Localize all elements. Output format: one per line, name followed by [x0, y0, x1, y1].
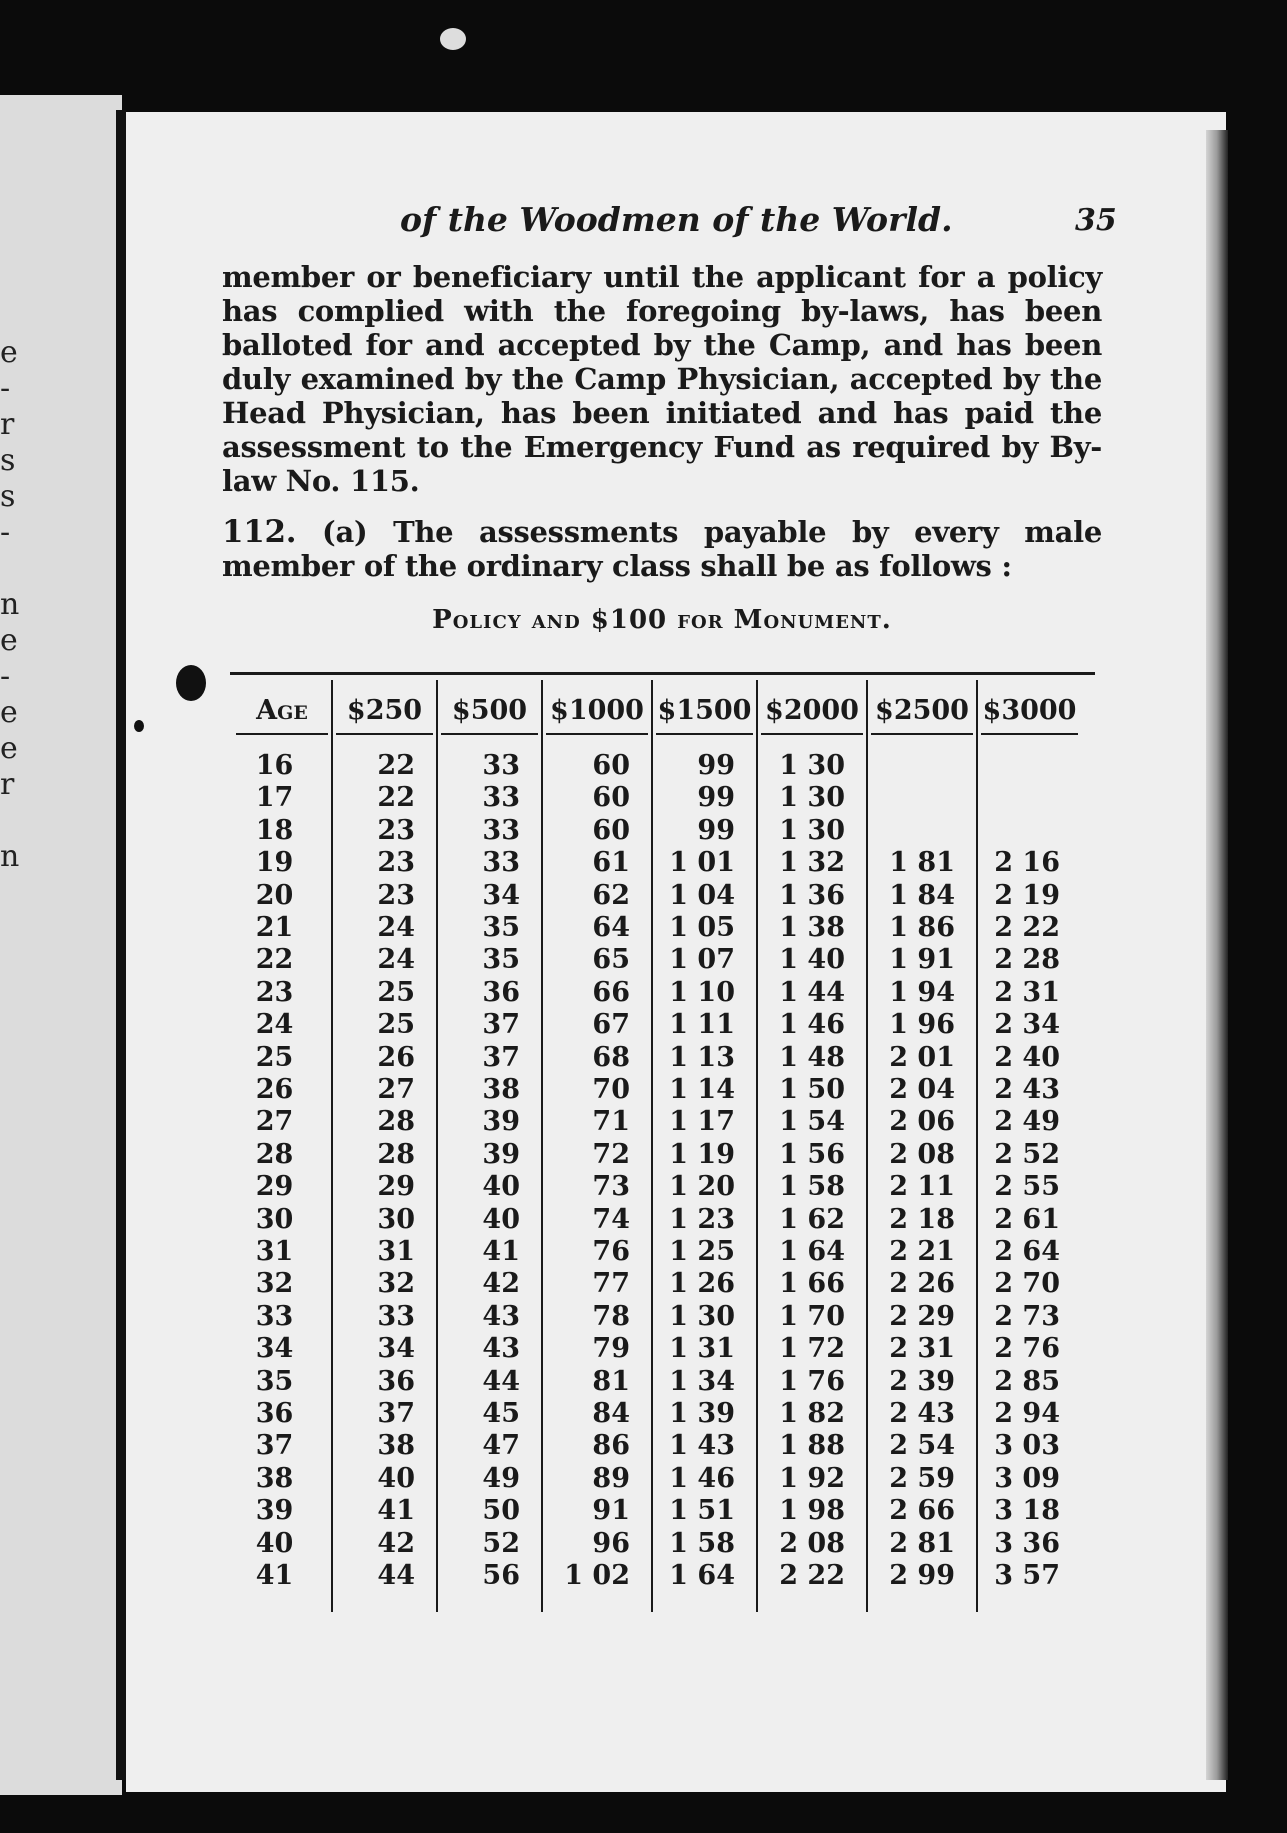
table-row — [232, 1042, 1082, 1074]
cell-age: 36 — [255, 1398, 294, 1429]
cell-rate-250: 24 — [377, 912, 415, 943]
cell-rate-2500: 1 86 — [889, 912, 955, 943]
cell-rate-1000: 60 — [592, 814, 630, 846]
table-row — [232, 1528, 1082, 1560]
header-underline — [336, 733, 433, 735]
cell-rate-1500: 1 14 — [669, 1074, 735, 1105]
cell-rate-1000: 71 — [592, 1106, 630, 1138]
cell-rate-2000: 1 30 — [779, 814, 845, 846]
cell-rate-2500: 2 01 — [889, 1041, 955, 1073]
table-row — [232, 977, 1082, 1009]
cell-rate-500: 39 — [482, 1138, 520, 1170]
cell-rate-3000: 2 19 — [994, 879, 1060, 911]
cell-rate-500: 38 — [482, 1074, 520, 1105]
cell-rate-250: 37 — [377, 1398, 415, 1429]
cell-age: 40 — [255, 1527, 294, 1559]
cell-age: 41 — [255, 1560, 294, 1591]
cell-rate-1000: 76 — [592, 1236, 630, 1267]
cell-rate-1500: 1 30 — [669, 1300, 735, 1332]
cell-rate-3000: 2 22 — [994, 912, 1060, 943]
cell-rate-250: 32 — [377, 1268, 415, 1300]
cell-rate-500: 35 — [482, 944, 520, 976]
cell-rate-500: 52 — [482, 1527, 520, 1559]
cell-rate-2000: 1 72 — [779, 1333, 845, 1365]
table-row — [232, 1204, 1082, 1236]
cell-rate-1000: 72 — [592, 1138, 630, 1170]
cell-rate-500: 43 — [482, 1300, 520, 1332]
margin-char: e — [0, 335, 18, 370]
cell-rate-2000: 1 36 — [779, 879, 845, 911]
header-underline — [546, 733, 648, 735]
cell-rate-3000: 2 34 — [994, 1009, 1060, 1041]
cell-rate-3000: 2 40 — [994, 1041, 1060, 1073]
cell-rate-1000: 81 — [592, 1365, 630, 1397]
cell-rate-2500: 2 26 — [889, 1268, 955, 1300]
cell-age: 33 — [255, 1300, 294, 1332]
cell-rate-3000: 2 52 — [994, 1138, 1060, 1170]
cell-rate-500: 34 — [482, 879, 520, 911]
cell-rate-1500: 1 19 — [669, 1138, 735, 1170]
page-edge-shadow — [1206, 130, 1228, 1780]
cell-rate-2500: 2 54 — [889, 1430, 955, 1462]
cell-rate-1500: 1 46 — [669, 1462, 735, 1494]
cell-rate-250: 33 — [377, 1300, 415, 1332]
column-header-age: Age — [256, 694, 308, 726]
cell-rate-1000: 77 — [592, 1268, 630, 1300]
cell-rate-250: 23 — [377, 879, 415, 911]
margin-char: r — [0, 767, 15, 802]
table-row — [232, 944, 1082, 976]
table-row — [232, 1333, 1082, 1365]
table-row — [232, 750, 1082, 782]
left-page-margin-text — [0, 335, 30, 875]
bylaw-112-paragraph — [222, 515, 1102, 583]
table-row — [232, 782, 1082, 814]
margin-char: e — [0, 623, 18, 658]
column-header-rate-1000: $1000 — [550, 694, 644, 726]
cell-rate-250: 31 — [377, 1236, 415, 1267]
cell-rate-1000: 91 — [592, 1495, 630, 1527]
cell-rate-3000: 2 94 — [994, 1398, 1060, 1429]
cell-rate-1000: 64 — [592, 912, 630, 943]
cell-age: 28 — [255, 1138, 294, 1170]
table-row — [232, 847, 1082, 879]
cell-rate-2500: 2 08 — [889, 1138, 955, 1170]
cell-age: 18 — [255, 814, 294, 846]
cell-rate-1500: 1 13 — [669, 1041, 735, 1073]
ink-blot-top — [440, 28, 466, 50]
cell-rate-500: 36 — [482, 976, 520, 1008]
margin-char: - — [0, 371, 11, 406]
cell-rate-500: 40 — [482, 1171, 520, 1203]
table-row — [232, 1366, 1082, 1398]
cell-rate-2500: 2 43 — [889, 1398, 955, 1429]
cell-rate-500: 33 — [482, 814, 520, 846]
table-row — [232, 1106, 1082, 1138]
cell-rate-500: 50 — [482, 1495, 520, 1527]
cell-rate-250: 41 — [377, 1495, 415, 1527]
cell-rate-500: 41 — [482, 1236, 520, 1267]
bylaw-text: (a) The assessments payable by every male member of the ordinary class shall be as follows : — [222, 515, 1103, 583]
cell-age: 27 — [255, 1106, 294, 1138]
cell-rate-1000: 65 — [592, 944, 630, 976]
cell-rate-1000: 68 — [592, 1041, 630, 1073]
cell-rate-2000: 1 32 — [779, 847, 845, 879]
cell-rate-1500: 1 25 — [669, 1236, 735, 1267]
table-row — [232, 1074, 1082, 1106]
cell-age: 21 — [255, 912, 294, 943]
cell-rate-250: 36 — [377, 1365, 415, 1397]
cell-rate-3000: 3 18 — [994, 1495, 1060, 1527]
cell-age: 32 — [255, 1268, 294, 1300]
table-row — [232, 1430, 1082, 1462]
cell-rate-250: 25 — [377, 976, 415, 1008]
cell-rate-250: 42 — [377, 1527, 415, 1559]
cell-rate-2000: 1 66 — [779, 1268, 845, 1300]
cell-rate-2000: 1 88 — [779, 1430, 845, 1462]
ink-blot-margin — [176, 665, 206, 701]
cell-rate-1500: 1 39 — [669, 1398, 735, 1429]
cell-rate-2000: 1 30 — [779, 782, 845, 814]
cell-rate-2000: 1 40 — [779, 944, 845, 976]
cell-rate-2500: 2 21 — [889, 1236, 955, 1267]
cell-rate-1500: 1 01 — [669, 847, 735, 879]
cell-age: 29 — [255, 1171, 294, 1203]
cell-rate-2000: 1 30 — [779, 750, 845, 781]
cell-rate-2000: 1 54 — [779, 1106, 845, 1138]
cell-rate-2000: 1 64 — [779, 1236, 845, 1267]
cell-rate-2500: 2 29 — [889, 1300, 955, 1332]
cell-rate-2500: 2 66 — [889, 1495, 955, 1527]
cell-rate-1500: 1 26 — [669, 1268, 735, 1300]
cell-rate-3000: 3 09 — [994, 1462, 1060, 1494]
cell-rate-1500: 1 64 — [669, 1560, 735, 1591]
table-row — [232, 1139, 1082, 1171]
cell-rate-500: 44 — [482, 1365, 520, 1397]
cell-rate-3000: 2 28 — [994, 944, 1060, 976]
cell-rate-1000: 73 — [592, 1171, 630, 1203]
cell-rate-3000: 2 49 — [994, 1106, 1060, 1138]
cell-rate-2000: 1 46 — [779, 1009, 845, 1041]
cell-rate-3000: 2 61 — [994, 1203, 1060, 1235]
cell-rate-500: 37 — [482, 1041, 520, 1073]
cell-age: 16 — [255, 750, 294, 781]
cell-rate-1500: 1 43 — [669, 1430, 735, 1462]
cell-rate-2500: 1 94 — [889, 976, 955, 1008]
cell-rate-2500: 2 11 — [889, 1171, 955, 1203]
cell-rate-1500: 1 11 — [669, 1009, 735, 1041]
cell-rate-2000: 1 98 — [779, 1495, 845, 1527]
cell-rate-1500: 99 — [697, 750, 735, 781]
cell-age: 39 — [255, 1495, 294, 1527]
cell-rate-3000: 2 43 — [994, 1074, 1060, 1105]
margin-char: e — [0, 731, 18, 766]
table-top-rule — [230, 672, 1095, 675]
cell-age: 25 — [255, 1041, 294, 1073]
cell-rate-3000: 2 76 — [994, 1333, 1060, 1365]
cell-rate-1500: 99 — [697, 814, 735, 846]
table-row — [232, 912, 1082, 944]
cell-rate-1000: 60 — [592, 782, 630, 814]
cell-rate-2000: 1 58 — [779, 1171, 845, 1203]
header-underline — [656, 733, 753, 735]
cell-rate-250: 40 — [377, 1462, 415, 1494]
cell-rate-2500: 2 99 — [889, 1560, 955, 1591]
cell-rate-2000: 1 62 — [779, 1203, 845, 1235]
margin-char: s — [0, 443, 16, 478]
cell-rate-1500: 1 31 — [669, 1333, 735, 1365]
cell-rate-1500: 1 23 — [669, 1203, 735, 1235]
cell-rate-1000: 86 — [592, 1430, 630, 1462]
cell-rate-1000: 61 — [592, 847, 630, 879]
cell-rate-2500: 2 31 — [889, 1333, 955, 1365]
cell-rate-2500: 2 39 — [889, 1365, 955, 1397]
cell-rate-250: 22 — [377, 750, 415, 781]
cell-rate-3000: 3 57 — [994, 1560, 1060, 1591]
header-underline — [981, 733, 1078, 735]
cell-rate-500: 43 — [482, 1333, 520, 1365]
cell-rate-1500: 1 17 — [669, 1106, 735, 1138]
cell-rate-500: 37 — [482, 1009, 520, 1041]
cell-rate-250: 24 — [377, 944, 415, 976]
cell-rate-2500: 2 81 — [889, 1527, 955, 1559]
cell-rate-1500: 1 51 — [669, 1495, 735, 1527]
cell-rate-2500: 1 81 — [889, 847, 955, 879]
table-row — [232, 1236, 1082, 1268]
page-number: 35 — [1075, 203, 1117, 238]
table-caption: Policy and $100 for Monument. — [432, 605, 892, 635]
column-header-rate-1500: $1500 — [657, 694, 752, 726]
cell-rate-1000: 62 — [592, 879, 630, 911]
column-header-rate-3000: $3000 — [982, 694, 1077, 726]
header-underline — [236, 733, 328, 735]
cell-rate-250: 23 — [377, 847, 415, 879]
cell-rate-250: 29 — [377, 1171, 415, 1203]
cell-rate-250: 26 — [377, 1041, 415, 1073]
cell-age: 19 — [255, 847, 294, 879]
cell-rate-2500: 2 06 — [889, 1106, 955, 1138]
cell-age: 26 — [255, 1074, 294, 1105]
cell-rate-500: 47 — [482, 1430, 520, 1462]
table-row — [232, 880, 1082, 912]
cell-rate-1000: 89 — [592, 1462, 630, 1494]
cell-rate-3000: 2 85 — [994, 1365, 1060, 1397]
margin-char — [0, 551, 30, 587]
margin-char — [0, 803, 30, 839]
cell-rate-250: 30 — [377, 1203, 415, 1235]
margin-char: e — [0, 695, 18, 730]
cell-rate-1500: 1 20 — [669, 1171, 735, 1203]
cell-rate-1500: 1 10 — [669, 976, 735, 1008]
cell-age: 24 — [255, 1009, 294, 1041]
cell-rate-500: 56 — [482, 1560, 520, 1591]
cell-rate-2000: 1 76 — [779, 1365, 845, 1397]
table-row — [232, 1398, 1082, 1430]
cell-rate-1000: 78 — [592, 1300, 630, 1332]
table-row — [232, 1463, 1082, 1495]
cell-rate-500: 40 — [482, 1203, 520, 1235]
cell-age: 22 — [255, 944, 294, 976]
cell-age: 37 — [255, 1430, 294, 1462]
cell-rate-1500: 99 — [697, 782, 735, 814]
cell-rate-1000: 74 — [592, 1203, 630, 1235]
cell-rate-1500: 1 07 — [669, 944, 735, 976]
cell-age: 30 — [255, 1203, 294, 1235]
ink-dot-margin — [134, 720, 144, 732]
cell-rate-250: 22 — [377, 782, 415, 814]
column-header-rate-500: $500 — [451, 694, 528, 726]
cell-rate-500: 33 — [482, 782, 520, 814]
cell-rate-500: 49 — [482, 1462, 520, 1494]
cell-rate-1500: 1 34 — [669, 1365, 735, 1397]
header-underline — [761, 733, 863, 735]
table-row — [232, 1268, 1082, 1300]
header-underline — [441, 733, 538, 735]
cell-rate-2000: 2 08 — [779, 1527, 845, 1559]
cell-rate-3000: 2 16 — [994, 847, 1060, 879]
cell-rate-2500: 2 18 — [889, 1203, 955, 1235]
cell-rate-2000: 1 48 — [779, 1041, 845, 1073]
cell-rate-2500: 1 91 — [889, 944, 955, 976]
cell-rate-1000: 79 — [592, 1333, 630, 1365]
column-header-rate-250: $250 — [346, 694, 423, 726]
cell-rate-3000: 2 70 — [994, 1268, 1060, 1300]
running-title: of the Woodmen of the World. — [400, 200, 953, 239]
cell-rate-3000: 2 31 — [994, 976, 1060, 1008]
left-facing-page — [0, 95, 122, 1795]
cell-rate-3000: 2 64 — [994, 1236, 1060, 1267]
cell-rate-500: 33 — [482, 847, 520, 879]
cell-rate-1000: 70 — [592, 1074, 630, 1105]
paragraph-continuation: member or beneficiary until the applicant for a policy has complied with the foregoing by-laws, has been balloted for and accepted by the Camp, and has been duly examined by the Camp Physician, accepted by the Head Physician, has been initiated and has paid the assessment to the Emergency Fund as required by By-law No. 115. — [222, 260, 1102, 498]
table-row — [232, 1301, 1082, 1333]
bylaw-number: 112. — [222, 514, 297, 550]
cell-rate-250: 28 — [377, 1106, 415, 1138]
margin-char: n — [0, 587, 20, 622]
cell-rate-2500: 2 59 — [889, 1462, 955, 1494]
cell-rate-1500: 1 04 — [669, 879, 735, 911]
cell-rate-2000: 1 50 — [779, 1074, 845, 1105]
cell-rate-250: 34 — [377, 1333, 415, 1365]
cell-age: 38 — [255, 1462, 294, 1494]
cell-rate-2000: 1 56 — [779, 1138, 845, 1170]
margin-char: - — [0, 659, 11, 694]
cell-rate-3000: 2 55 — [994, 1171, 1060, 1203]
cell-rate-500: 35 — [482, 912, 520, 943]
cell-rate-3000: 2 73 — [994, 1300, 1060, 1332]
margin-char: - — [0, 515, 11, 550]
cell-rate-1000: 67 — [592, 1009, 630, 1041]
cell-rate-250: 38 — [377, 1430, 415, 1462]
cell-age: 31 — [255, 1236, 294, 1267]
cell-rate-1000: 66 — [592, 976, 630, 1008]
cell-age: 20 — [255, 879, 294, 911]
book-spine — [116, 110, 126, 1780]
margin-char: r — [0, 407, 15, 442]
cell-rate-3000: 3 03 — [994, 1430, 1060, 1462]
table-row — [232, 815, 1082, 847]
cell-rate-2000: 1 38 — [779, 912, 845, 943]
cell-rate-1000: 1 02 — [564, 1560, 630, 1591]
cell-rate-2000: 2 22 — [779, 1560, 845, 1591]
cell-rate-1500: 1 58 — [669, 1527, 735, 1559]
table-row — [232, 1495, 1082, 1527]
column-header-rate-2000: $2000 — [765, 694, 859, 726]
table-row — [232, 1171, 1082, 1203]
cell-rate-500: 33 — [482, 750, 520, 781]
cell-rate-250: 23 — [377, 814, 415, 846]
cell-rate-250: 27 — [377, 1074, 415, 1105]
cell-age: 35 — [255, 1365, 294, 1397]
cell-rate-250: 28 — [377, 1138, 415, 1170]
cell-rate-250: 44 — [377, 1560, 415, 1591]
cell-rate-250: 25 — [377, 1009, 415, 1041]
cell-rate-2000: 1 82 — [779, 1398, 845, 1429]
cell-rate-500: 42 — [482, 1268, 520, 1300]
table-row — [232, 1560, 1082, 1592]
cell-rate-2000: 1 92 — [779, 1462, 845, 1494]
header-underline — [871, 733, 973, 735]
cell-rate-1000: 96 — [592, 1527, 630, 1559]
cell-rate-2500: 1 96 — [889, 1009, 955, 1041]
column-header-rate-2500: $2500 — [875, 694, 969, 726]
cell-rate-2500: 1 84 — [889, 879, 955, 911]
cell-age: 34 — [255, 1333, 294, 1365]
margin-char: s — [0, 479, 16, 514]
cell-rate-2000: 1 44 — [779, 976, 845, 1008]
table-row — [232, 1009, 1082, 1041]
cell-rate-2000: 1 70 — [779, 1300, 845, 1332]
cell-rate-1500: 1 05 — [669, 912, 735, 943]
cell-rate-1000: 84 — [592, 1398, 630, 1429]
cell-rate-1000: 60 — [592, 750, 630, 781]
cell-rate-500: 45 — [482, 1398, 520, 1429]
cell-rate-3000: 3 36 — [994, 1527, 1060, 1559]
margin-char: n — [0, 839, 20, 874]
cell-rate-500: 39 — [482, 1106, 520, 1138]
cell-rate-2500: 2 04 — [889, 1074, 955, 1105]
cell-age: 23 — [255, 976, 294, 1008]
cell-age: 17 — [255, 782, 294, 814]
